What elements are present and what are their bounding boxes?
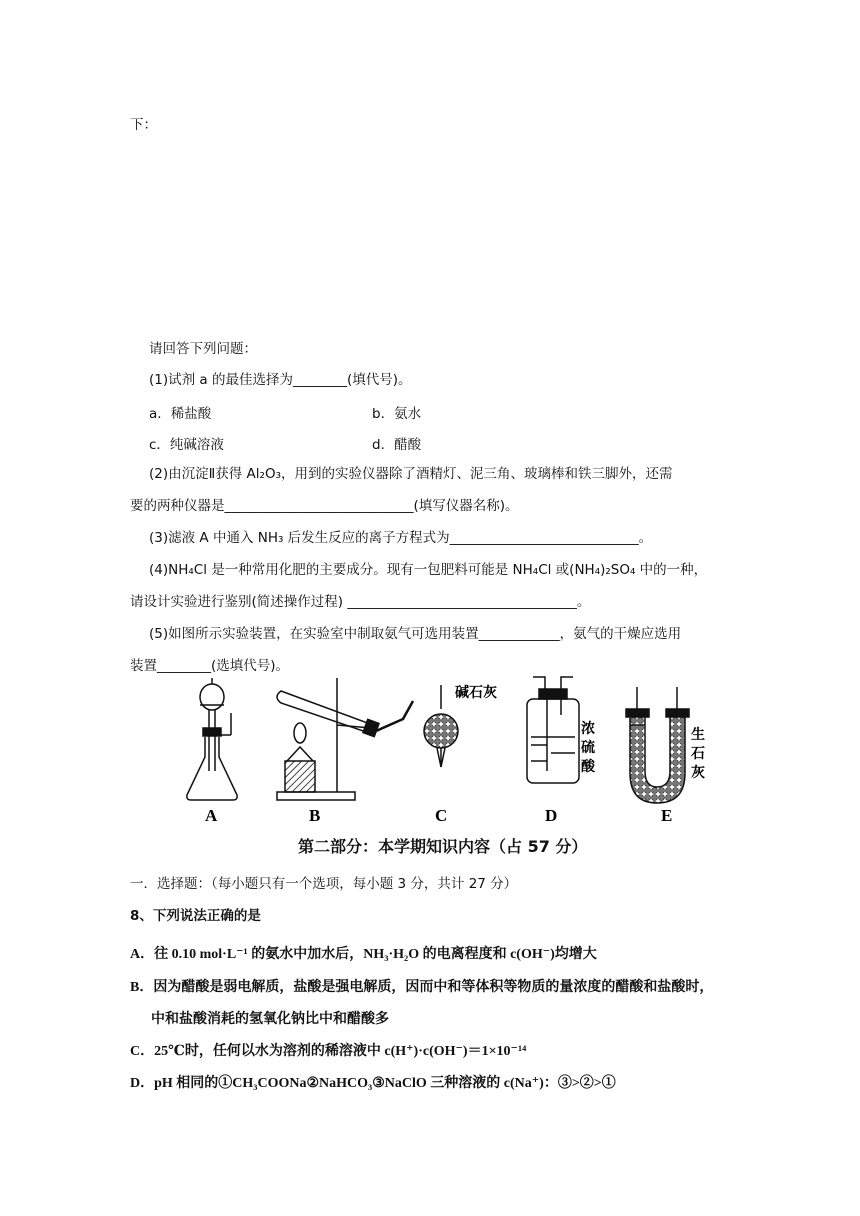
figure-label-c: C [435,806,448,825]
q8-stem: 8、下列说法正确的是 [130,908,261,924]
q5-line2: 装置________(选填代号)。 [130,658,290,674]
intro-text: 下： [130,117,157,133]
e-label-1: 生 [691,728,705,743]
figure-label-a: A [205,806,218,825]
q8-option-b-line1: B．因为醋酸是弱电解质，盐酸是强电解质，因而中和等体积等物质的量浓度的醋酸和盐酸时， [130,980,714,995]
q4-line2: 请设计实验进行鉴别(简述操作过程) __________________________________。 [130,594,591,610]
q5-line1: (5)如图所示实验装置，在实验室中制取氨气可选用装置____________，氨气的干燥应选用 [149,626,682,642]
apparatus-d [527,677,579,783]
q1-option-a: a．稀盐酸 [149,406,212,422]
q8-option-d: D．pH 相同的①CH₃COONa②NaHCO₃③NaClO 三种溶液的 c(Na⁺)：③>②>① [130,1076,616,1091]
figure-label-d: D [545,806,558,825]
part2-title: 第二部分：本学期知识内容（占 57 分） [298,837,588,856]
q1-option-b: b．氨水 [372,406,422,422]
apparatus-a [187,678,237,800]
question-prompt: 请回答下列问题： [149,341,257,357]
d-label-1: 浓 [581,722,595,737]
q8-option-c: C．25℃时，任何以水为溶剂的稀溶液中 c(H⁺)·c(OH⁻)＝1×10⁻¹⁴ [130,1044,527,1059]
q1-text: (1)试剂 a 的最佳选择为________(填代号)。 [149,372,412,388]
apparatus-figure [175,675,715,825]
q1-option-c: c．纯碱溶液 [149,437,224,453]
apparatus-e [626,687,689,803]
d-label-3: 酸 [581,760,595,775]
q3-text: (3)滤液 A 中通入 NH₃ 后发生反应的离子方程式为____________________________。 [149,530,653,546]
apparatus-d-label [581,720,596,775]
apparatus-c [424,685,458,767]
e-label-3: 灰 [691,766,705,781]
q2-line1: (2)由沉淀Ⅱ获得 Al₂O₃，用到的实验仪器除了酒精灯、泥三角、玻璃棒和铁三脚外，还需 [149,466,673,482]
q4-line1: (4)NH₄Cl 是一种常用化肥的主要成分。现有一包肥料可能是 NH₄Cl 或(NH₄)₂SO₄ 中的一种， [149,562,708,578]
d-label-2: 硫 [581,741,595,756]
e-label-2: 石 [691,747,705,762]
figure-label-b: B [309,806,321,825]
apparatus-c-label-text: 碱石灰 [455,686,497,701]
section1-heading: 一．选择题：（每小题只有一个选项，每小题 3 分，共计 27 分） [130,876,518,892]
q8-option-a: A．往 0.10 mol·L⁻¹ 的氨水中加水后，NH₃·H₂O 的电离程度和 c(OH⁻)均增大 [130,947,597,962]
figure-label-e: E [661,806,673,825]
q8-option-b-line2: 中和盐酸消耗的氢氧化钠比中和醋酸多 [151,1012,389,1027]
apparatus-b [277,678,413,800]
q1-option-d: d．醋酸 [372,437,422,453]
q2-line2: 要的两种仪器是____________________________(填写仪器名称)。 [130,498,519,514]
apparatus-e-label [691,726,705,781]
